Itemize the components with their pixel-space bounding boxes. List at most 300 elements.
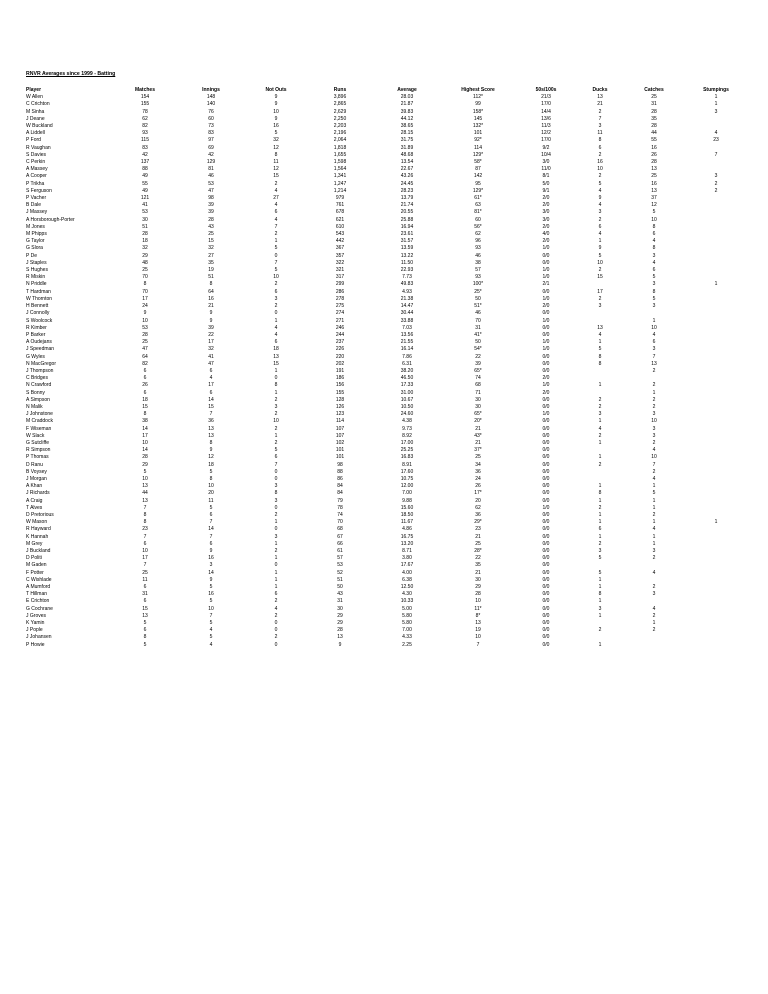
stat-cell: 49.83 <box>400 281 414 288</box>
stat-cell: 1 <box>274 576 278 583</box>
stat-cell: 31 <box>142 591 148 598</box>
stat-cell: 53 <box>142 209 148 216</box>
player-name-cell: N Malik <box>26 403 43 410</box>
stat-cell: 5 <box>598 252 602 259</box>
stat-cell: 4 <box>652 447 656 454</box>
stat-cell: 10 <box>142 317 148 324</box>
stat-cell <box>686 202 746 209</box>
stat-cell: 53 <box>142 324 148 331</box>
stat-cell <box>686 548 746 555</box>
stat-cell: 21 <box>475 533 481 540</box>
stat-cell: 1 <box>274 540 278 547</box>
stat-cell: 31.89 <box>400 144 414 151</box>
table-row <box>26 411 746 418</box>
stat-cell: 10 <box>651 216 657 223</box>
stat-cell: 1 <box>652 483 656 490</box>
stat-cell: 3 <box>598 123 602 130</box>
stat-cell <box>578 318 622 325</box>
stat-cell <box>622 577 686 584</box>
stat-cell: 30 <box>475 576 481 583</box>
stat-cell <box>686 642 746 649</box>
stat-cell: 51 <box>142 223 148 230</box>
stat-cell: 5 <box>652 274 656 281</box>
stat-cell: 30 <box>337 605 343 612</box>
stat-cell <box>686 390 746 397</box>
stat-cell: 13 <box>651 360 657 367</box>
stat-cell: 10 <box>651 454 657 461</box>
stat-cell: 39 <box>208 202 214 209</box>
stat-cell: 30.44 <box>400 310 414 317</box>
stat-cell: 17/0 <box>541 137 551 144</box>
stat-cell: 7 <box>274 223 278 230</box>
player-name-cell: B Dale <box>26 202 42 209</box>
stat-cell: 2 <box>598 403 602 410</box>
stat-cell: 4 <box>598 331 602 338</box>
stat-cell: 35 <box>208 259 214 266</box>
stat-cell: 15 <box>273 173 279 180</box>
stat-cell: 3 <box>652 591 656 598</box>
player-name-cell: K Hannah <box>26 533 49 540</box>
stat-cell: 28 <box>475 591 481 598</box>
table-row <box>26 202 746 209</box>
stat-cell: 1 <box>598 439 602 446</box>
stat-cell: 18 <box>142 238 148 245</box>
table-body <box>26 94 746 649</box>
stat-cell: 4 <box>652 526 656 533</box>
stat-cell: 28.03 <box>400 94 414 101</box>
stat-cell: 0/0 <box>542 461 550 468</box>
stat-cell <box>578 562 622 569</box>
stat-cell: 0/0 <box>542 620 550 627</box>
stat-cell: 7 <box>714 151 718 158</box>
stat-cell: 1,214 <box>333 187 347 194</box>
stat-cell: 16 <box>651 144 657 151</box>
stat-cell: 16.83 <box>400 454 414 461</box>
player-name-cell: B Voysey <box>26 468 47 475</box>
stat-cell <box>686 534 746 541</box>
stat-cell: 0/0 <box>542 475 550 482</box>
stat-cell: 62 <box>142 115 148 122</box>
batting-averages-table <box>26 87 746 649</box>
table-row <box>26 642 746 649</box>
header-row <box>26 87 746 94</box>
table-row <box>26 209 746 216</box>
stat-cell: 0/0 <box>542 511 550 518</box>
stat-cell: 17.67 <box>400 562 414 569</box>
stat-cell: 55 <box>651 137 657 144</box>
stat-cell <box>686 426 746 433</box>
stat-cell: 70 <box>142 288 148 295</box>
stat-cell: 29 <box>142 252 148 259</box>
stat-cell: 24.45 <box>400 180 414 187</box>
player-name-cell: S Hughes <box>26 267 48 274</box>
stat-cell: 43 <box>337 591 343 598</box>
stat-cell: 7.73 <box>402 274 412 281</box>
stat-cell: 46 <box>475 310 481 317</box>
stat-cell: 99 <box>475 101 481 108</box>
stat-cell: 13/6 <box>541 115 551 122</box>
stat-cell: 21 <box>597 101 603 108</box>
stat-cell: 82 <box>142 123 148 130</box>
stat-cell: 4 <box>652 475 656 482</box>
stat-cell: 8 <box>143 519 147 526</box>
stat-cell: 21/3 <box>541 94 551 101</box>
stat-cell: 278 <box>335 295 345 302</box>
table-row <box>26 137 746 144</box>
stat-cell: 68 <box>475 382 481 389</box>
stat-cell: 5 <box>274 130 278 137</box>
stat-cell: 1 <box>598 497 602 504</box>
stat-cell: 1 <box>598 584 602 591</box>
stat-cell: 3,896 <box>333 94 347 101</box>
stat-cell: 237 <box>335 339 345 346</box>
stat-cell <box>686 627 746 634</box>
stat-cell: 0/0 <box>542 584 550 591</box>
stat-cell <box>686 440 746 447</box>
stat-cell: 16.14 <box>400 346 414 353</box>
stat-cell: 2 <box>274 180 278 187</box>
stat-cell: 0/0 <box>542 576 550 583</box>
stat-cell: 33.88 <box>400 317 414 324</box>
stat-cell: 114 <box>336 418 344 425</box>
stat-cell <box>686 620 746 627</box>
stat-cell: 0/0 <box>542 360 550 367</box>
stat-cell: 1/0 <box>542 382 550 389</box>
player-name-cell: P De <box>26 252 38 259</box>
stat-cell: 0/0 <box>542 454 550 461</box>
table-row <box>26 325 746 332</box>
stat-cell: 5 <box>274 447 278 454</box>
stat-cell: 41 <box>208 353 214 360</box>
stat-cell: 7 <box>274 259 278 266</box>
stat-cell: 15 <box>142 403 148 410</box>
stat-cell: 0 <box>274 468 278 475</box>
stat-cell: 11/0 <box>541 166 551 173</box>
player-name-cell: J Pople <box>26 627 43 634</box>
player-name-cell: G Slora <box>26 245 43 252</box>
stat-cell: 4 <box>274 187 278 194</box>
player-name-cell: N MacGregor <box>26 360 57 367</box>
player-name-cell: J Speedman <box>26 346 55 353</box>
stat-cell: 47 <box>208 187 214 194</box>
stat-cell: 76 <box>208 108 214 115</box>
stat-cell: 21 <box>208 303 214 310</box>
stat-cell <box>578 281 622 288</box>
stat-cell: 610 <box>335 223 345 230</box>
stat-cell: 6 <box>143 627 147 634</box>
player-name-cell: G Cochrane <box>26 605 53 612</box>
stat-cell: 13 <box>651 187 657 194</box>
stat-cell: 0 <box>274 526 278 533</box>
stat-cell: 2 <box>598 151 602 158</box>
stat-cell: 31.00 <box>400 389 414 396</box>
stat-cell: 0/0 <box>542 641 550 648</box>
stat-cell: 52 <box>337 569 343 576</box>
stat-cell: 4 <box>274 324 278 331</box>
stat-cell: 49 <box>142 173 148 180</box>
stat-cell: 1/0 <box>542 267 550 274</box>
stat-cell: 10 <box>142 548 148 554</box>
player-name-cell: T Hillman <box>26 591 48 598</box>
stat-cell: 2 <box>652 612 656 619</box>
stat-cell: 28 <box>337 627 343 634</box>
stat-cell: 28 <box>208 216 214 223</box>
player-name-cell: P Ford <box>26 137 41 144</box>
stat-cell: 115 <box>141 137 149 144</box>
table-row <box>26 188 746 195</box>
stat-cell: 13 <box>273 353 279 360</box>
stat-cell: 1 <box>714 281 718 288</box>
stat-cell: 5 <box>652 295 656 302</box>
stat-cell: 8 <box>598 360 602 367</box>
stat-cell: 2 <box>598 295 602 302</box>
stat-cell: 16 <box>208 555 214 562</box>
stat-cell: 84 <box>337 490 343 497</box>
table-row <box>26 145 746 152</box>
table-row <box>26 476 746 483</box>
stat-cell: 21.74 <box>400 202 414 209</box>
stat-cell <box>578 310 622 317</box>
player-name-cell: A Cooper <box>26 173 47 180</box>
player-name-cell: T Alves <box>26 504 43 511</box>
stat-cell: 38.20 <box>400 367 414 374</box>
player-name-cell: J Johansen <box>26 634 52 641</box>
table-row <box>26 620 746 627</box>
stat-cell: 2 <box>274 411 278 418</box>
player-name-cell: J Richards <box>26 490 50 497</box>
stat-cell <box>578 634 622 641</box>
stat-cell: 39 <box>208 209 214 216</box>
stat-cell: 7 <box>209 519 213 526</box>
stat-cell <box>686 411 746 418</box>
stat-cell: 1/0 <box>542 317 550 324</box>
stat-cell: 25 <box>651 173 657 180</box>
stat-cell: 357 <box>335 252 345 259</box>
stat-cell: 5 <box>209 584 213 591</box>
stat-cell: 4 <box>598 231 602 238</box>
stat-cell: 2.25 <box>402 641 412 648</box>
stat-cell: 13.59 <box>400 245 414 252</box>
player-name-cell: M Grey <box>26 540 43 547</box>
stat-cell: 3 <box>652 346 656 353</box>
stat-cell: 25 <box>142 339 148 346</box>
stat-cell: 1 <box>598 511 602 518</box>
stat-cell: 0 <box>274 504 278 511</box>
stat-cell: 1 <box>598 483 602 490</box>
stat-cell: 4 <box>598 425 602 432</box>
stat-cell: 30 <box>142 216 148 223</box>
player-name-cell: D Pretorious <box>26 511 54 518</box>
stat-cell: 27 <box>273 195 279 202</box>
stat-cell: 3 <box>652 411 656 418</box>
stat-cell <box>686 512 746 519</box>
stat-cell: 28 <box>142 331 148 338</box>
stat-cell: 107 <box>335 425 345 432</box>
stat-cell: 129* <box>472 151 484 158</box>
stat-cell: 1/0 <box>542 346 550 353</box>
table-row <box>26 498 746 505</box>
stat-cell: 3 <box>652 425 656 432</box>
stat-cell: 5 <box>598 569 602 576</box>
stat-cell: 3 <box>598 605 602 612</box>
stat-cell: 140 <box>206 101 216 108</box>
stat-cell: 17.33 <box>400 382 414 389</box>
column-header: Matches <box>134 87 155 93</box>
stat-cell: 64 <box>208 288 214 295</box>
stat-cell: 678 <box>335 209 345 216</box>
stat-cell: 17* <box>474 490 482 497</box>
stat-cell: 14 <box>208 396 214 403</box>
player-name-cell: W Buckland <box>26 123 53 130</box>
stat-cell: 9 <box>209 447 213 454</box>
table-row <box>26 296 746 303</box>
stat-cell <box>686 339 746 346</box>
stat-cell <box>686 231 746 238</box>
stat-cell: 1,341 <box>333 173 347 180</box>
stat-cell: 0/0 <box>542 439 550 446</box>
stat-cell: 0/0 <box>542 569 550 576</box>
stat-cell: 71 <box>475 389 481 396</box>
table-row <box>26 469 746 476</box>
stat-cell: 1 <box>652 533 656 540</box>
stat-cell: 2 <box>652 382 656 389</box>
player-name-cell: J Johnstone <box>26 411 53 418</box>
stat-cell: 9.88 <box>402 497 412 504</box>
stat-cell <box>686 433 746 440</box>
stat-cell: 10 <box>597 259 603 266</box>
stat-cell: 186 <box>335 375 345 382</box>
player-name-cell: P Thomas <box>26 454 49 461</box>
stat-cell: 155 <box>140 101 150 108</box>
stat-cell: 4 <box>274 605 278 612</box>
stat-cell: 82 <box>142 360 148 367</box>
stat-cell: 0/0 <box>542 367 550 374</box>
stat-cell: 142 <box>473 173 483 180</box>
stat-cell: 3.80 <box>402 555 412 562</box>
stat-cell: 2/0 <box>542 375 550 382</box>
stat-cell: 10.50 <box>400 403 414 410</box>
stat-cell: 1 <box>598 612 602 619</box>
table-row <box>26 123 746 130</box>
stat-cell: 6 <box>209 540 213 547</box>
player-name-cell: F Potter <box>26 569 44 576</box>
stat-cell: 18.50 <box>400 511 414 518</box>
stat-cell <box>686 469 746 476</box>
stat-cell: 8 <box>209 475 213 482</box>
column-header: Player <box>26 87 42 93</box>
stat-cell: 15 <box>208 238 214 245</box>
stat-cell <box>686 289 746 296</box>
stat-cell: 10 <box>273 274 279 281</box>
stat-cell: 26 <box>651 151 657 158</box>
stat-cell: 43 <box>208 223 214 230</box>
stat-cell: 68 <box>337 526 343 533</box>
table-row <box>26 231 746 238</box>
stat-cell: 6 <box>652 267 656 274</box>
stat-cell: 761 <box>335 202 345 209</box>
stat-cell: 13.56 <box>400 331 414 338</box>
stat-cell: 93 <box>475 245 481 252</box>
stat-cell: 61 <box>337 548 343 554</box>
stat-cell: 37 <box>651 195 657 202</box>
table-row <box>26 332 746 339</box>
stat-cell: 10 <box>651 324 657 331</box>
stat-cell: 2 <box>274 612 278 619</box>
stat-cell: 0/0 <box>542 598 550 605</box>
table-row <box>26 397 746 404</box>
stat-cell: 274 <box>335 310 345 317</box>
stat-cell: 0/0 <box>542 259 550 266</box>
stat-cell <box>622 310 686 317</box>
stat-cell: 202 <box>335 360 345 367</box>
stat-cell: 10 <box>597 166 603 173</box>
stat-cell: 2 <box>274 231 278 238</box>
stat-cell: 1/0 <box>542 504 550 511</box>
stat-cell: 13.54 <box>400 159 414 166</box>
player-name-cell: P Trikha <box>26 180 45 187</box>
stat-cell: 10.67 <box>400 396 414 403</box>
stat-cell: 29 <box>337 620 343 627</box>
stat-cell: 1,564 <box>333 166 347 173</box>
table-row <box>26 368 746 375</box>
stat-cell: 1,598 <box>333 159 347 166</box>
column-header: Runs <box>333 87 347 93</box>
stat-cell: 8 <box>143 511 147 518</box>
stat-cell: 22.93 <box>400 267 414 274</box>
stat-cell: 36 <box>475 511 481 518</box>
stat-cell: 25 <box>142 569 148 576</box>
table-row <box>26 534 746 541</box>
stat-cell: 8.92 <box>402 432 412 439</box>
stat-cell: 0/0 <box>542 432 550 439</box>
stat-cell: 2 <box>274 303 278 310</box>
table-row <box>26 541 746 548</box>
stat-cell: 128 <box>335 396 345 403</box>
stat-cell: 83 <box>208 130 214 137</box>
stat-cell: 2 <box>652 403 656 410</box>
stat-cell: 11 <box>597 130 603 137</box>
stat-cell: 3 <box>274 497 278 504</box>
stat-cell: 50 <box>337 584 343 591</box>
stat-cell: 98 <box>337 461 343 468</box>
stat-cell: 13 <box>142 497 148 504</box>
stat-cell: 1 <box>598 598 602 605</box>
table-row <box>26 217 746 224</box>
stat-cell: 0 <box>274 620 278 627</box>
stat-cell: 2 <box>598 432 602 439</box>
stat-cell: 17/0 <box>541 101 551 108</box>
stat-cell: 145 <box>473 115 483 122</box>
stat-cell: 53 <box>208 180 214 187</box>
stat-cell: 22.67 <box>400 166 414 173</box>
stat-cell: 28 <box>651 159 657 166</box>
stat-cell: 6 <box>274 209 278 216</box>
stat-cell: 24 <box>142 303 148 310</box>
stat-cell: 317 <box>335 274 345 281</box>
stat-cell: 0/0 <box>542 331 550 338</box>
stat-cell: 11* <box>474 605 482 612</box>
stat-cell <box>686 310 746 317</box>
stat-cell: 13 <box>651 166 657 173</box>
stat-cell: 2 <box>652 439 656 446</box>
stat-cell: 13.20 <box>400 540 414 547</box>
stat-cell: 6 <box>274 339 278 346</box>
stat-cell: 2 <box>274 511 278 518</box>
stat-cell: 98 <box>208 195 214 202</box>
table-row <box>26 483 746 490</box>
table-row <box>26 584 746 591</box>
stat-cell: 28 <box>142 231 148 238</box>
